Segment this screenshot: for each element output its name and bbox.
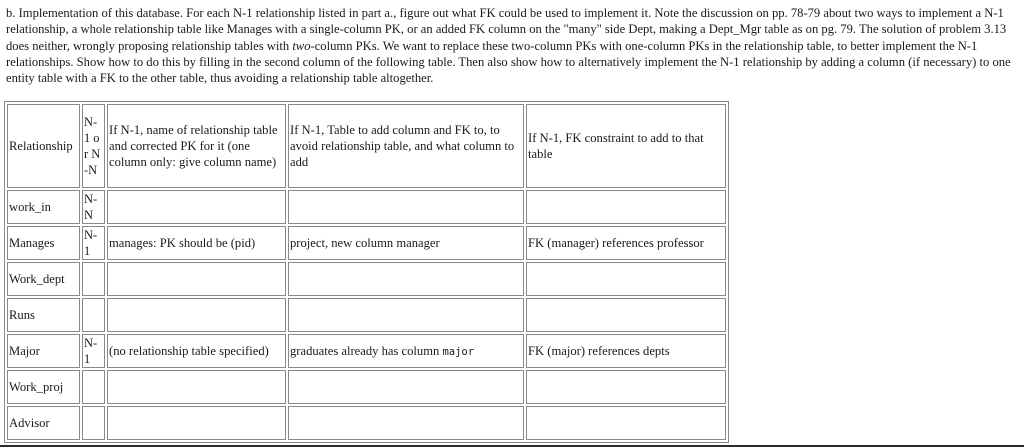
cell-cardinality: [82, 370, 105, 404]
cell-entity-table-text: project, new column manager: [290, 235, 440, 250]
header-entity-table: If N-1, Table to add column and FK to, to avoid relationship table, and what column to add: [288, 104, 524, 188]
cell-cardinality: N-1: [82, 226, 105, 260]
page-bottom-divider: [0, 445, 1024, 447]
cell-relationship: Work_proj: [7, 370, 80, 404]
cell-cardinality: N-1: [82, 334, 105, 368]
table-row: [7, 370, 726, 404]
cell-relationship: Major: [7, 334, 80, 368]
cell-fk-constraint[interactable]: [526, 370, 726, 404]
cell-relationship: Manages: [7, 226, 80, 260]
header-row: [7, 104, 726, 188]
cell-relationship-table[interactable]: manages: PK should be (pid): [107, 226, 286, 260]
cell-cardinality: [82, 262, 105, 296]
header-relationship: Relationship: [7, 104, 80, 188]
cell-relationship: Advisor: [7, 406, 80, 440]
cell-entity-table[interactable]: [288, 370, 524, 404]
cell-entity-table-code: major: [442, 345, 475, 358]
header-cardinality: N-1 or N-N: [82, 104, 105, 188]
cell-cardinality: [82, 298, 105, 332]
cell-fk-constraint[interactable]: FK (manager) references professor: [526, 226, 726, 260]
cell-fk-constraint[interactable]: [526, 190, 726, 224]
cell-entity-table[interactable]: [288, 298, 524, 332]
cell-entity-table[interactable]: [288, 190, 524, 224]
table-row: [7, 406, 726, 440]
cell-relationship-table[interactable]: [107, 370, 286, 404]
cell-entity-table[interactable]: [288, 262, 524, 296]
relationship-table: [4, 101, 729, 443]
instructions-text-2: -column PKs. We want to replace these two-column PKs with one-column PKs in the relationship table, to better implement the N-1 relationships. Show how to do this by filling in the second column of the following table. Then also show how to alternatively implement the N-1 relationship by adding a column (if necessary) to one entity table with a FK to the other table, thus avoiding a relationship table altogether.: [6, 38, 1011, 86]
cell-relationship-table[interactable]: (no relationship table specified): [107, 334, 286, 368]
table-row: [7, 262, 726, 296]
cell-fk-constraint[interactable]: [526, 262, 726, 296]
cell-entity-table[interactable]: [288, 406, 524, 440]
cell-entity-table[interactable]: [288, 226, 524, 260]
cell-relationship-table[interactable]: [107, 406, 286, 440]
cell-relationship: work_in: [7, 190, 80, 224]
cell-relationship: Work_dept: [7, 262, 80, 296]
table-row: [7, 334, 726, 368]
cell-relationship: Runs: [7, 298, 80, 332]
cell-fk-constraint[interactable]: [526, 406, 726, 440]
cell-fk-constraint[interactable]: [526, 298, 726, 332]
cell-entity-table-text: graduates already has column: [290, 343, 443, 358]
cell-relationship-table[interactable]: [107, 298, 286, 332]
cell-cardinality: [82, 406, 105, 440]
header-relationship-table: If N-1, name of relationship table and corrected PK for it (one column only: give column name): [107, 104, 286, 188]
cell-entity-table[interactable]: [288, 334, 524, 368]
cell-cardinality: N-N: [82, 190, 105, 224]
instructions-paragraph: [6, 5, 1018, 86]
table-row: [7, 190, 726, 224]
cell-relationship-table[interactable]: [107, 262, 286, 296]
header-fk-constraint: If N-1, FK constraint to add to that table: [526, 104, 726, 188]
table-row: [7, 226, 726, 260]
cell-relationship-table[interactable]: [107, 190, 286, 224]
cell-fk-constraint[interactable]: FK (major) references depts: [526, 334, 726, 368]
instructions-italic-word: two: [292, 38, 311, 53]
instructions-text-1: b. Implementation of this database. For each N-1 relationship listed in part a., figure out what FK could be used to implement it. Note the discussion on pp. 78-79 about two ways to implement a N-1 relationship, a whole relationship table like Manages with a single-column PK, or an added FK column on the "many" side Dept, making a Dept_Mgr table as on pg. 79. The solution of problem 3.13 does neither, wrongly proposing relationship tables with: [6, 6, 1007, 53]
table-row: [7, 298, 726, 332]
